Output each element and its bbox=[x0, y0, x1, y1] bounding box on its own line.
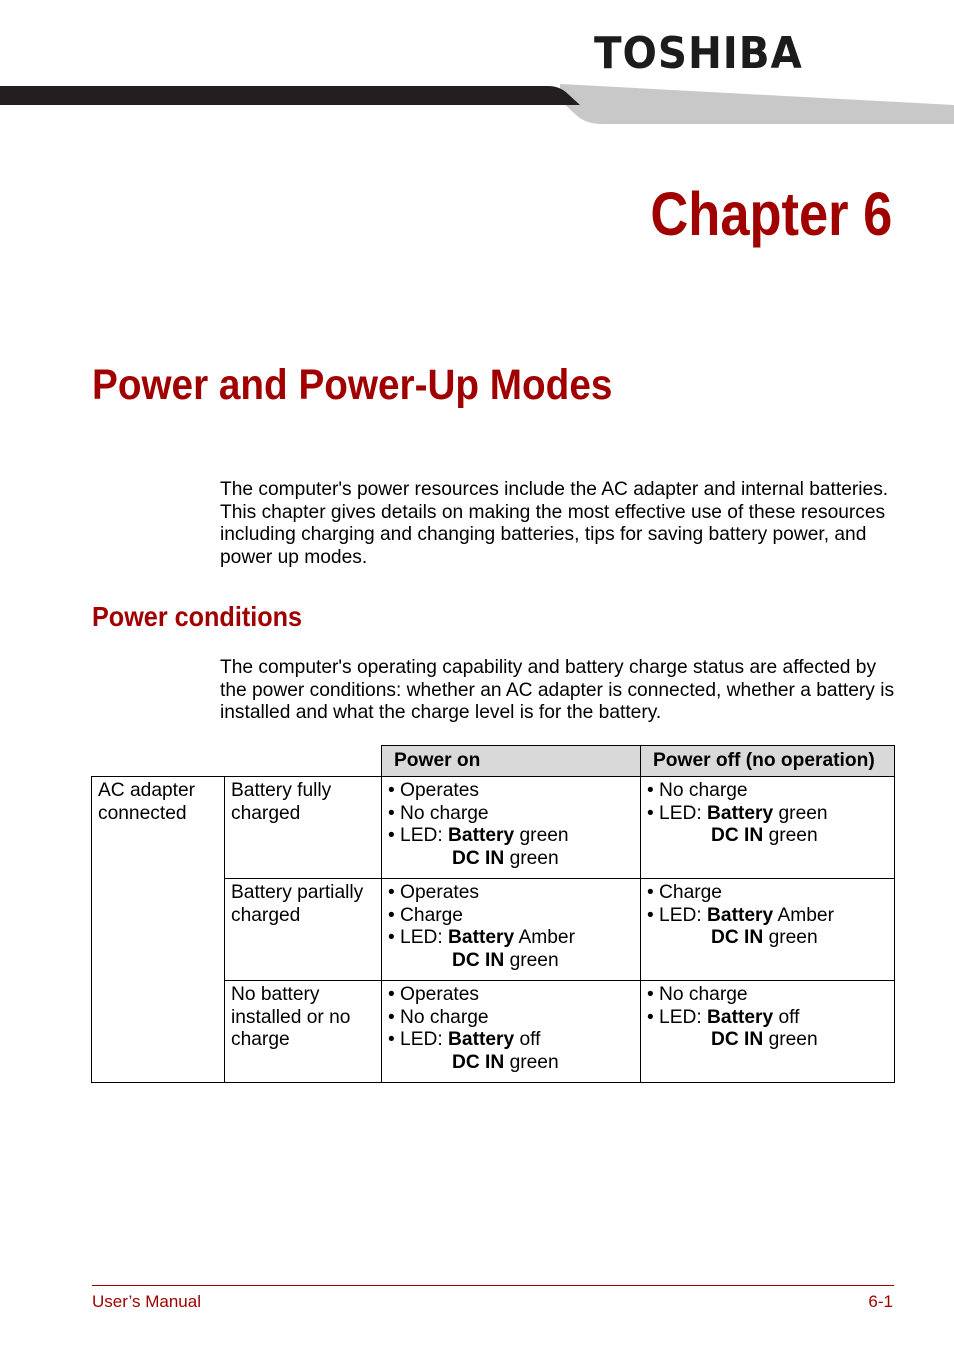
status-line: • No charge bbox=[388, 802, 489, 824]
battery-label: Battery bbox=[707, 802, 774, 824]
condition-cell: No battery installed or no charge bbox=[225, 981, 382, 1083]
dcin-label: DC IN bbox=[452, 950, 505, 972]
page-title: Power and Power-Up Modes bbox=[92, 361, 613, 409]
section-title: Power conditions bbox=[92, 601, 303, 632]
power-off-cell bbox=[641, 981, 895, 1083]
dcin-line bbox=[647, 825, 888, 848]
power-off-cell bbox=[641, 777, 895, 879]
dcin-line bbox=[388, 950, 634, 973]
battery-state: green bbox=[773, 802, 828, 824]
dcin-line bbox=[388, 848, 634, 871]
battery-state: Amber bbox=[773, 904, 834, 926]
power-conditions-table bbox=[91, 745, 895, 1083]
led-prefix: • LED: bbox=[388, 825, 449, 847]
power-on-cell bbox=[382, 981, 641, 1083]
table-row bbox=[92, 777, 895, 879]
dcin-label: DC IN bbox=[452, 848, 505, 870]
battery-label: Battery bbox=[707, 904, 774, 926]
status-line: • No charge bbox=[388, 1006, 489, 1028]
dcin-label: DC IN bbox=[711, 1029, 764, 1051]
led-line bbox=[388, 825, 634, 848]
battery-label: Battery bbox=[707, 1006, 774, 1028]
group-label-cell: AC adapter connected bbox=[92, 777, 225, 1083]
dcin-state: green bbox=[763, 927, 818, 949]
status-line: • Operates bbox=[388, 984, 479, 1005]
battery-label: Battery bbox=[448, 927, 515, 949]
condition-cell: Battery fully charged bbox=[225, 777, 382, 879]
section-paragraph: The computer's operating capability and battery charge status are affected by the power conditions: whether an AC adapter is connected, whether a battery is installed and what the charge level is for the battery. bbox=[220, 657, 895, 724]
dcin-label: DC IN bbox=[452, 1052, 505, 1074]
battery-state: off bbox=[514, 1029, 541, 1051]
banner-light-band bbox=[560, 84, 954, 124]
battery-label: Battery bbox=[448, 1029, 515, 1051]
footer-rule bbox=[92, 1285, 894, 1286]
footer-manual-label: User’s Manual bbox=[92, 1292, 201, 1311]
dcin-line bbox=[647, 927, 888, 950]
status-line: • Operates bbox=[388, 780, 479, 801]
table-header-blank-2 bbox=[225, 746, 382, 777]
led-line bbox=[647, 905, 888, 928]
dcin-state: green bbox=[504, 848, 559, 870]
power-on-cell bbox=[382, 879, 641, 981]
footer-page-number: 6-1 bbox=[868, 1292, 893, 1311]
led-prefix: • LED: bbox=[388, 927, 449, 949]
dcin-label: DC IN bbox=[711, 927, 764, 949]
led-line bbox=[647, 803, 888, 826]
dcin-state: green bbox=[504, 1052, 559, 1074]
battery-state: green bbox=[514, 825, 569, 847]
led-prefix: • LED: bbox=[647, 904, 708, 926]
dcin-label: DC IN bbox=[711, 825, 764, 847]
table-header-blank bbox=[92, 746, 225, 777]
status-line: • No charge bbox=[647, 780, 748, 801]
table-header-row bbox=[92, 746, 895, 777]
intro-paragraph: The computer's power resources include the AC adapter and internal batteries. This chapter gives details on making the most effective use of these resources including charging and changing batteries, tips for saving battery power, and power up modes. bbox=[220, 479, 889, 569]
toshiba-logo: TOSHIBA bbox=[594, 28, 803, 79]
power-on-cell bbox=[382, 777, 641, 879]
led-prefix: • LED: bbox=[647, 1006, 708, 1028]
battery-state: Amber bbox=[514, 927, 575, 949]
battery-state: off bbox=[773, 1006, 800, 1028]
condition-cell: Battery partially charged bbox=[225, 879, 382, 981]
status-line: • Charge bbox=[647, 882, 722, 903]
led-line bbox=[647, 1007, 888, 1030]
chapter-title: Chapter 6 bbox=[650, 180, 892, 248]
status-line: • No charge bbox=[647, 984, 748, 1005]
led-prefix: • LED: bbox=[388, 1029, 449, 1051]
led-prefix: • LED: bbox=[647, 802, 708, 824]
status-line: • Charge bbox=[388, 904, 463, 926]
dcin-state: green bbox=[763, 1029, 818, 1051]
header-banner bbox=[0, 80, 954, 126]
header-power-off: Power off (no operation) bbox=[641, 746, 895, 777]
banner-dark-band bbox=[0, 86, 580, 105]
dcin-state: green bbox=[763, 825, 818, 847]
led-line bbox=[388, 1029, 634, 1052]
status-line: • Operates bbox=[388, 882, 479, 903]
dcin-state: green bbox=[504, 950, 559, 972]
battery-label: Battery bbox=[448, 825, 515, 847]
led-line bbox=[388, 927, 634, 950]
dcin-line bbox=[388, 1052, 634, 1075]
dcin-line bbox=[647, 1029, 888, 1052]
header-power-on: Power on bbox=[382, 746, 641, 777]
power-off-cell bbox=[641, 879, 895, 981]
